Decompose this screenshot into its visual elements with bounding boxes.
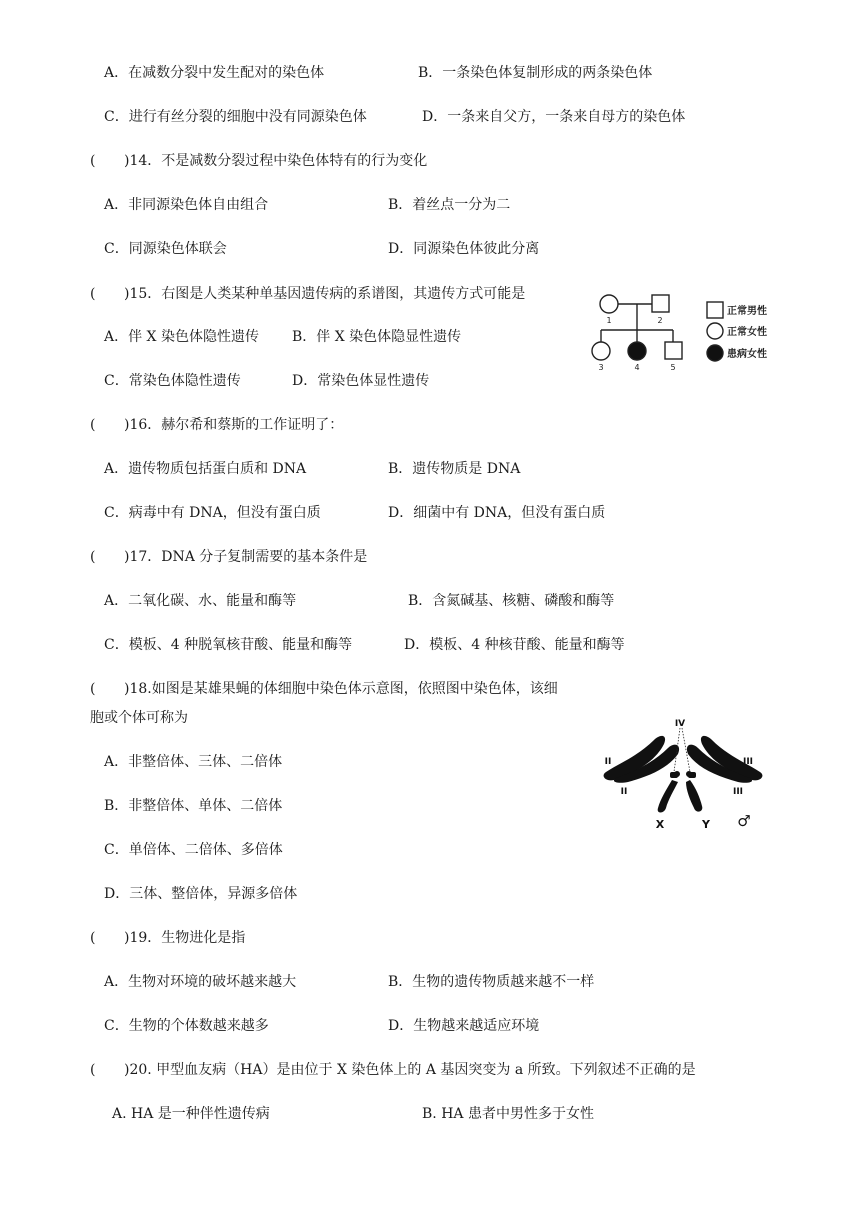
label-chromosome-y: Y	[702, 818, 710, 831]
label-chromosome-iii-top: III	[742, 757, 754, 767]
q14-option-c: C．同源染色体联会	[104, 241, 227, 257]
chromosome-iv-body-left	[670, 772, 678, 778]
q15-option-d: D．常染色体显性遗传	[292, 373, 430, 389]
q14-option-a: A．非同源染色体自由组合	[104, 197, 269, 213]
answer-paren: (	[90, 153, 96, 169]
legend-female-symbol	[707, 323, 723, 339]
legend-label-normal-male: 正常男性	[727, 306, 767, 317]
q18-option-a: A．非整倍体、三体、二倍体	[104, 754, 283, 770]
label-chromosome-ii-bottom: II	[620, 787, 628, 797]
q20-stem-line	[90, 1060, 696, 1080]
q16-stem-line	[90, 415, 343, 435]
q19-stem-line	[90, 928, 245, 948]
answer-paren: (	[90, 549, 96, 565]
q14-option-b: B．着丝点一分为二	[388, 197, 511, 213]
q16-option-c: C．病毒中有 DNA，但没有蛋白质	[104, 505, 321, 521]
q19-stem: )19．生物进化是指	[124, 930, 246, 946]
q20-option-a: A. HA 是一种伴性遗传病	[112, 1106, 270, 1122]
q14-option-d: D．同源染色体彼此分离	[388, 241, 540, 257]
q18-stem-line	[90, 679, 558, 699]
q15-option-c: C．常染色体隐性遗传	[104, 373, 241, 389]
legend-label-normal-female: 正常女性	[727, 327, 767, 338]
q15-stem: )15．右图是人类某种单基因遗传病的系谱图，其遗传方式可能是	[124, 286, 526, 302]
label-chromosome-ii-top: II	[604, 757, 612, 767]
q19-option-a: A．生物对环境的破坏越来越大	[104, 974, 297, 990]
q18-option-c: C．单倍体、二倍体、多倍体	[104, 842, 283, 858]
pedigree-female-3	[592, 342, 610, 360]
answer-paren: (	[90, 1062, 96, 1078]
q20-option-b: B. HA 患者中男性多于女性	[422, 1106, 594, 1122]
q19-option-d: D．生物越来越适应环境	[388, 1018, 540, 1034]
q13-option-b: B．一条染色体复制形成的两条染色体	[418, 65, 653, 81]
q15-option-b: B．伴 X 染色体隐显性遗传	[292, 329, 462, 345]
q19-option-b: B．生物的遗传物质越来越不一样	[388, 974, 595, 990]
pedigree-male-5	[665, 342, 682, 359]
q18-option-b: B．非整倍体、单体、二倍体	[104, 798, 283, 814]
q16-stem: )16．赫尔希和蔡斯的工作证明了：	[124, 417, 344, 433]
q17-option-b: B．含氮碱基、核糖、磷酸和酶等	[408, 593, 615, 609]
q15-stem-line	[90, 284, 525, 304]
label-chromosome-iv: IV	[674, 719, 686, 729]
pedigree-affected-female-4	[628, 342, 646, 360]
pedigree-female-1	[600, 295, 618, 313]
legend-affected-female-symbol	[707, 345, 723, 361]
legend-male-symbol	[707, 302, 723, 318]
chromosome-figure	[598, 714, 768, 832]
q17-stem-line	[90, 547, 367, 567]
label-chromosome-iii-bottom: III	[732, 787, 744, 797]
q16-option-d: D．细菌中有 DNA，但没有蛋白质	[388, 505, 606, 521]
q17-stem: )17．DNA 分子复制需要的基本条件是	[124, 549, 368, 565]
chromosome-y	[686, 780, 702, 812]
pedigree-number-2: 2	[657, 316, 663, 325]
q18-option-d: D．三体、整倍体，异源多倍体	[104, 886, 298, 902]
legend-label-affected-female: 患病女性	[727, 349, 767, 360]
label-chromosome-x: X	[655, 818, 665, 831]
male-symbol-icon: ♂	[737, 812, 751, 830]
q17-option-d: D．模板、4 种核苷酸、能量和酶等	[404, 637, 625, 653]
answer-paren: (	[90, 417, 96, 433]
chromosome-x	[658, 780, 678, 813]
chromosome-iv-body-right	[688, 772, 696, 778]
q14-stem-line	[90, 151, 427, 171]
q13-option-a: A．在减数分裂中发生配对的染色体	[104, 65, 325, 81]
answer-paren: (	[90, 286, 96, 302]
q18-stem: )18.如图是某雄果蝇的体细胞中染色体示意图，依照图中染色体，该细	[124, 681, 558, 697]
pedigree-number-3: 3	[598, 363, 604, 372]
pedigree-male-2	[652, 295, 669, 312]
q16-option-a: A．遗传物质包括蛋白质和 DNA	[104, 461, 307, 477]
q18-stem-continued: 胞或个体可称为	[90, 710, 188, 726]
pedigree-number-5: 5	[670, 363, 676, 372]
q16-option-b: B．遗传物质是 DNA	[388, 461, 521, 477]
q14-stem: )14．不是减数分裂过程中染色体特有的行为变化	[124, 153, 428, 169]
q19-option-c: C．生物的个体数越来越多	[104, 1018, 269, 1034]
q13-option-d: D．一条来自父方，一条来自母方的染色体	[422, 109, 686, 125]
q17-option-a: A．二氧化碳、水、能量和酶等	[104, 593, 297, 609]
answer-paren: (	[90, 681, 96, 697]
q17-option-c: C．模板、4 种脱氧核苷酸、能量和酶等	[104, 637, 353, 653]
q13-option-c: C．进行有丝分裂的细胞中没有同源染色体	[104, 109, 367, 125]
answer-paren: (	[90, 930, 96, 946]
pedigree-number-1: 1	[606, 316, 612, 325]
pedigree-number-4: 4	[634, 363, 640, 372]
pedigree-figure	[585, 288, 785, 378]
q15-option-a: A．伴 X 染色体隐性遗传	[104, 329, 259, 345]
q20-stem: )20. 甲型血友病（HA）是由位于 X 染色体上的 A 基因突变为 a 所致。下列叙述不正确的是	[124, 1062, 696, 1078]
